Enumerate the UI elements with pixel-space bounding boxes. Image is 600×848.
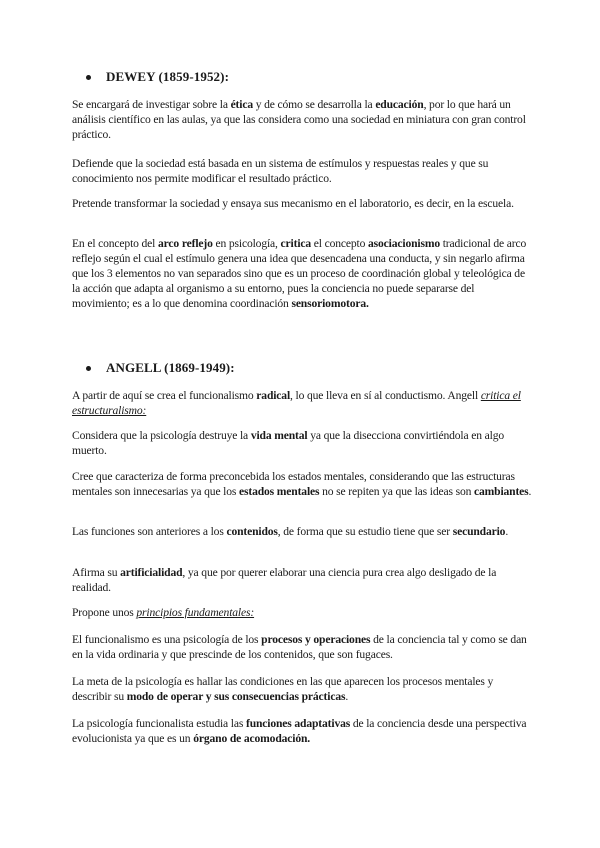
text-run: tradicional de arco reflejo según el cual el estímulo genera una idea que desencadena una conducta, y sin negarlo afirma que los 3 elementos no van separados sino que es un proceso de coordinación global y teleológica de la acción que adapta al organismo a su entorno, pues la conciencia no puede separarse del movimiento; es a lo que denomina coordinación — [72, 237, 527, 310]
bold-term: secundario — [452, 525, 506, 538]
text-run: La psicología funcionalista estudia las — [72, 717, 246, 730]
bold-term: vida mental — [250, 429, 308, 442]
dewey-paragraph-1 — [72, 97, 534, 142]
text-run: . — [505, 525, 509, 538]
text-run: en psicología, — [212, 237, 281, 250]
bold-term: procesos y operaciones — [261, 633, 371, 646]
angell-paragraph-9 — [72, 716, 534, 746]
bullet-icon — [86, 366, 91, 371]
text-run: , lo que lleva en sí al conductismo. Angell — [290, 389, 481, 402]
text-run: ya que la disecciona convirtiéndola en algo muerto. — [72, 429, 505, 457]
angell-paragraph-1 — [72, 388, 534, 418]
text-run: Propone unos — [72, 606, 137, 619]
angell-paragraph-2 — [72, 428, 534, 458]
dewey-paragraph-4 — [72, 236, 534, 311]
text-run: Defiende que la sociedad está basada en un sistema de estímulos y respuestas reales y que su conocimiento nos permite modificar el resultado práctico. — [72, 157, 489, 185]
angell-paragraph-6 — [72, 605, 534, 620]
text-run: A partir de aquí se crea el funcionalismo — [72, 389, 257, 402]
bullet-icon — [86, 75, 91, 80]
text-run: . — [528, 485, 532, 498]
section-title-dewey: DEWEY (1859-1952): — [106, 69, 230, 84]
text-run: Pretende transformar la sociedad y ensaya sus mecanismo en el laboratorio, es decir, en la escuela. — [72, 197, 514, 210]
text-run: , de forma que su estudio tiene que ser — [277, 525, 453, 538]
italic-underlined-text: principios fundamentales: — [136, 606, 255, 619]
bold-term: critica — [280, 237, 312, 250]
bold-term: sensoriomotora. — [291, 297, 369, 310]
section-heading-angell — [86, 360, 235, 376]
section-heading-dewey — [86, 69, 229, 85]
text-run: , por lo que hará un análisis científico en las aulas, ya que las considera como una sociedad en miniatura con gran control práctico. — [72, 98, 526, 141]
angell-paragraph-4 — [72, 524, 534, 539]
text-run: , ya que por querer elaborar una ciencia pura crea algo desligado de la realidad. — [72, 566, 497, 594]
bold-term: cambiantes — [474, 485, 529, 498]
bold-term: arco reflejo — [158, 237, 213, 250]
text-run: Se encargará de investigar sobre la — [72, 98, 231, 111]
bold-term: educación — [375, 98, 424, 111]
text-run: Cree que caracteriza de forma preconcebida los estados mentales, considerando que las estructuras mentales son innecesarias ya que los — [72, 470, 515, 498]
bold-term: artificialidad — [120, 566, 183, 579]
text-run: de la conciencia tal y como se dan en la vida ordinaria y que prescinde de los contenidos, que son fugaces. — [72, 633, 527, 661]
text-run: no se repiten ya que las ideas son — [319, 485, 474, 498]
text-run: El funcionalismo es una psicología de los — [72, 633, 262, 646]
text-run: de la conciencia desde una perspectiva evolucionista ya que es un — [72, 717, 527, 745]
angell-paragraph-7 — [72, 632, 534, 662]
angell-paragraph-8 — [72, 674, 534, 704]
text-run: La meta de la psicología es hallar las condiciones en las que aparecen los procesos mentales y describir su — [72, 675, 494, 703]
text-run: el concepto — [311, 237, 369, 250]
text-run: En el concepto del — [72, 237, 158, 250]
text-run: Afirma su — [72, 566, 121, 579]
angell-paragraph-5 — [72, 565, 534, 595]
bold-term: contenidos — [226, 525, 278, 538]
dewey-paragraph-2 — [72, 156, 534, 186]
angell-paragraph-3 — [72, 469, 534, 499]
dewey-paragraph-3 — [72, 196, 534, 211]
bold-term: radical — [256, 389, 291, 402]
text-run: Las funciones son anteriores a los — [72, 525, 227, 538]
italic-underlined-text: critica el estructuralismo: — [72, 389, 521, 417]
bold-term: asociacionismo — [368, 237, 440, 250]
text-run: y de cómo se desarrolla la — [252, 98, 376, 111]
bold-term: ética — [230, 98, 253, 111]
bold-term: órgano de acomodación. — [193, 732, 311, 745]
bold-term: modo de operar y sus consecuencias prácticas — [126, 690, 346, 703]
text-run: . — [345, 690, 349, 703]
text-run: Considera que la psicología destruye la — [72, 429, 251, 442]
bold-term: estados mentales — [239, 485, 320, 498]
section-title-angell: ANGELL (1869-1949): — [106, 360, 235, 375]
bold-term: funciones adaptativas — [245, 717, 351, 730]
